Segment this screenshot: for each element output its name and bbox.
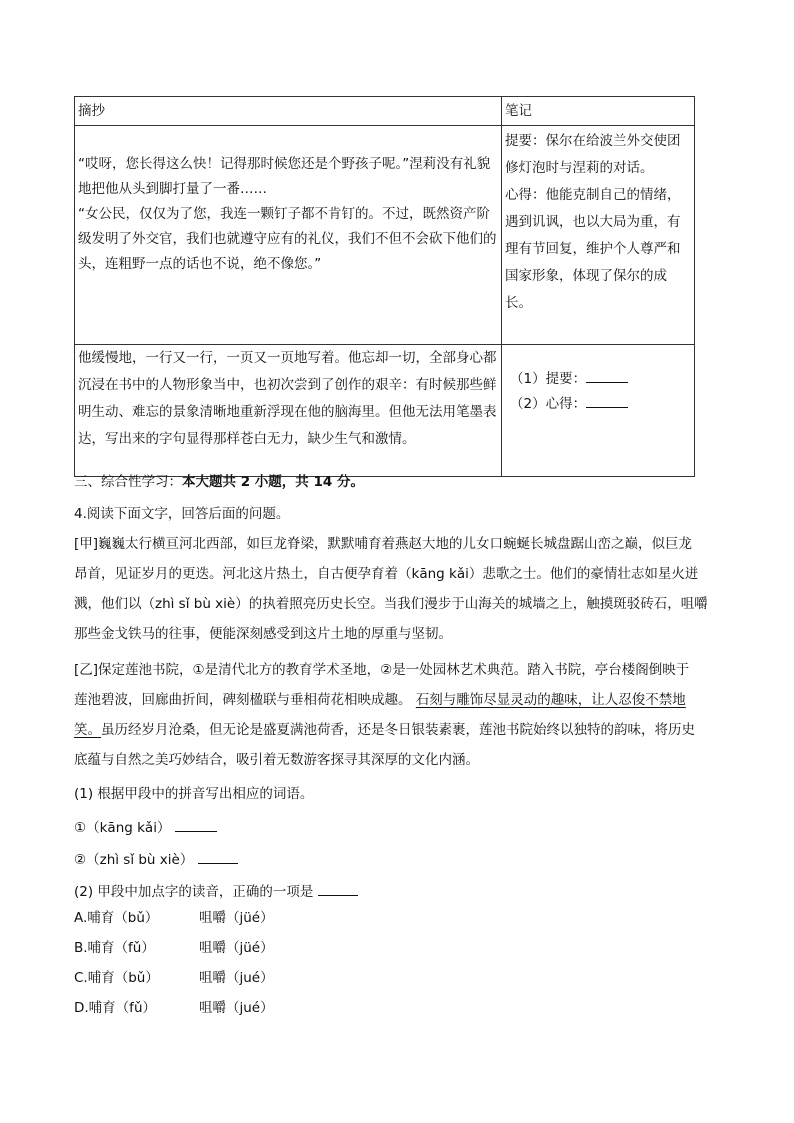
option-a-label-2: 咀嚼（jüé）	[199, 910, 274, 926]
header-notes: 笔记	[502, 97, 695, 126]
answer-blank[interactable]	[175, 817, 217, 832]
underlined-sentence: 笑。	[74, 722, 101, 738]
answer-blank[interactable]	[198, 849, 238, 864]
header-excerpt: 摘抄	[75, 97, 502, 126]
excerpt-cell	[75, 126, 502, 345]
insight-text: 心得：他能克制自己的情绪，遇到讥讽，也以大局为重，有理有节回复，维护个人尊严和国家形象，体现了保尔的成长。	[505, 187, 681, 311]
answer-blank[interactable]	[318, 881, 358, 896]
section-title: 三、综合性学习：本大题共 2 小题，共 14 分。	[74, 474, 364, 490]
option-d-label-2: 咀嚼（jué）	[199, 1000, 274, 1016]
answer-blank[interactable]	[586, 368, 628, 383]
summary-question: （1）提要：	[510, 367, 691, 392]
option-b-label: B.哺育（fǔ）	[74, 940, 155, 956]
sub-question-1: (1) 根据甲段中的拼音写出相应的词语。	[74, 786, 314, 802]
option-c-label-2: 咀嚼（jué）	[199, 970, 274, 986]
passage-yi-line: [乙]保定莲池书院，①是清代北方的教育学术圣地，②是一处园林艺术典范。踏入书院，亭台楼阁倒映于	[74, 662, 690, 678]
passage-jia-line: 昂首，见证岁月的更迭。河北这片热土，自古便孕育着（kāng kǎi）悲歌之士。他们的豪情壮志如星火迸	[74, 566, 699, 582]
passage-yi-line: 底蕴与自然之美巧妙结合，吸引着无数游客探寻其深厚的文化内涵。	[74, 752, 479, 768]
insight-question: （2）心得：	[510, 392, 691, 417]
passage-jia-line: [甲]巍巍太行横亘河北西部，如巨龙脊梁，默默哺育着燕赵大地的儿女口蜿蜒长城盘踞山峦之巅，似巨龙	[74, 536, 693, 552]
notes-table	[74, 96, 695, 477]
summary-text: 提要：保尔在给波兰外交使团修灯泡时与涅莉的对话。	[505, 133, 681, 176]
excerpt-paragraph: 他缓慢地，一行又一行，一页又一页地写着。他忘却一切，全部身心都沉浸在书中的人物形象当中，也初次尝到了创作的艰辛：有时候那些鲜明生动、难忘的景象清晰地重新浮现在他的脑海里。但他无法用笔墨表达，写出来的字句显得那样苍白无力，缺少生气和激情。	[78, 350, 497, 447]
question-intro: 4.阅读下面文字，回答后面的问题。	[74, 506, 290, 522]
sub-question-1b: ②（zhì sǐ bù xiè）	[74, 848, 238, 868]
table-row	[75, 345, 695, 477]
sub-question-1a: ①（kāng kǎi）	[74, 816, 217, 836]
passage-yi-line: 笑。虽历经岁月沧桑，但无论是盛夏满池荷香，还是冬日银装素裹，莲池书院始终以独特的韵味，将历史	[74, 722, 695, 738]
passage-yi-line: 莲池碧波，回廊曲折间，碑刻楹联与垂相荷花相映成趣。 石刻与雕饰尽显灵动的趣味，让人忍俊不禁地	[74, 692, 686, 708]
option-d-label: D.哺育（fǔ）	[74, 1000, 156, 1016]
excerpt-paragraph: “女公民，仅仅为了您，我连一颗钉子都不肯钉的。不过，既然资产阶级发明了外交官，我们也就遵守应有的礼仪，我们不但不会砍下他们的头，连粗野一点的话也不说，绝不像您。”	[78, 206, 497, 272]
notes-cell	[502, 126, 695, 345]
notes-cell	[502, 345, 695, 477]
answer-blank[interactable]	[586, 393, 628, 408]
option-a-label: A.哺育（bǔ）	[74, 910, 159, 926]
option-c-label: C.哺育（bǔ）	[74, 970, 159, 986]
table-header-row	[75, 97, 695, 126]
excerpt-cell	[75, 345, 502, 477]
underlined-sentence: 石刻与雕饰尽显灵动的趣味，让人忍俊不禁地	[415, 692, 686, 708]
passage-jia-line: 那些金戈铁马的往事，便能深刻感受到这片土地的厚重与坚韧。	[74, 626, 452, 642]
option-b-label-2: 咀嚼（jüé）	[199, 940, 274, 956]
sub-question-2: (2) 甲段中加点字的读音，正确的一项是	[74, 880, 358, 900]
excerpt-paragraph: “哎呀，您长得这么快！记得那时候您还是个野孩子呢。”涅莉没有礼貌地把他从头到脚打量了一番……	[78, 156, 491, 197]
table-row	[75, 126, 695, 345]
passage-jia-line: 溅，他们以（zhì sǐ bù xiè）的执着照亮历史长空。当我们漫步于山海关的城墙之上，触摸斑驳砖石，咀嚼	[74, 596, 708, 612]
